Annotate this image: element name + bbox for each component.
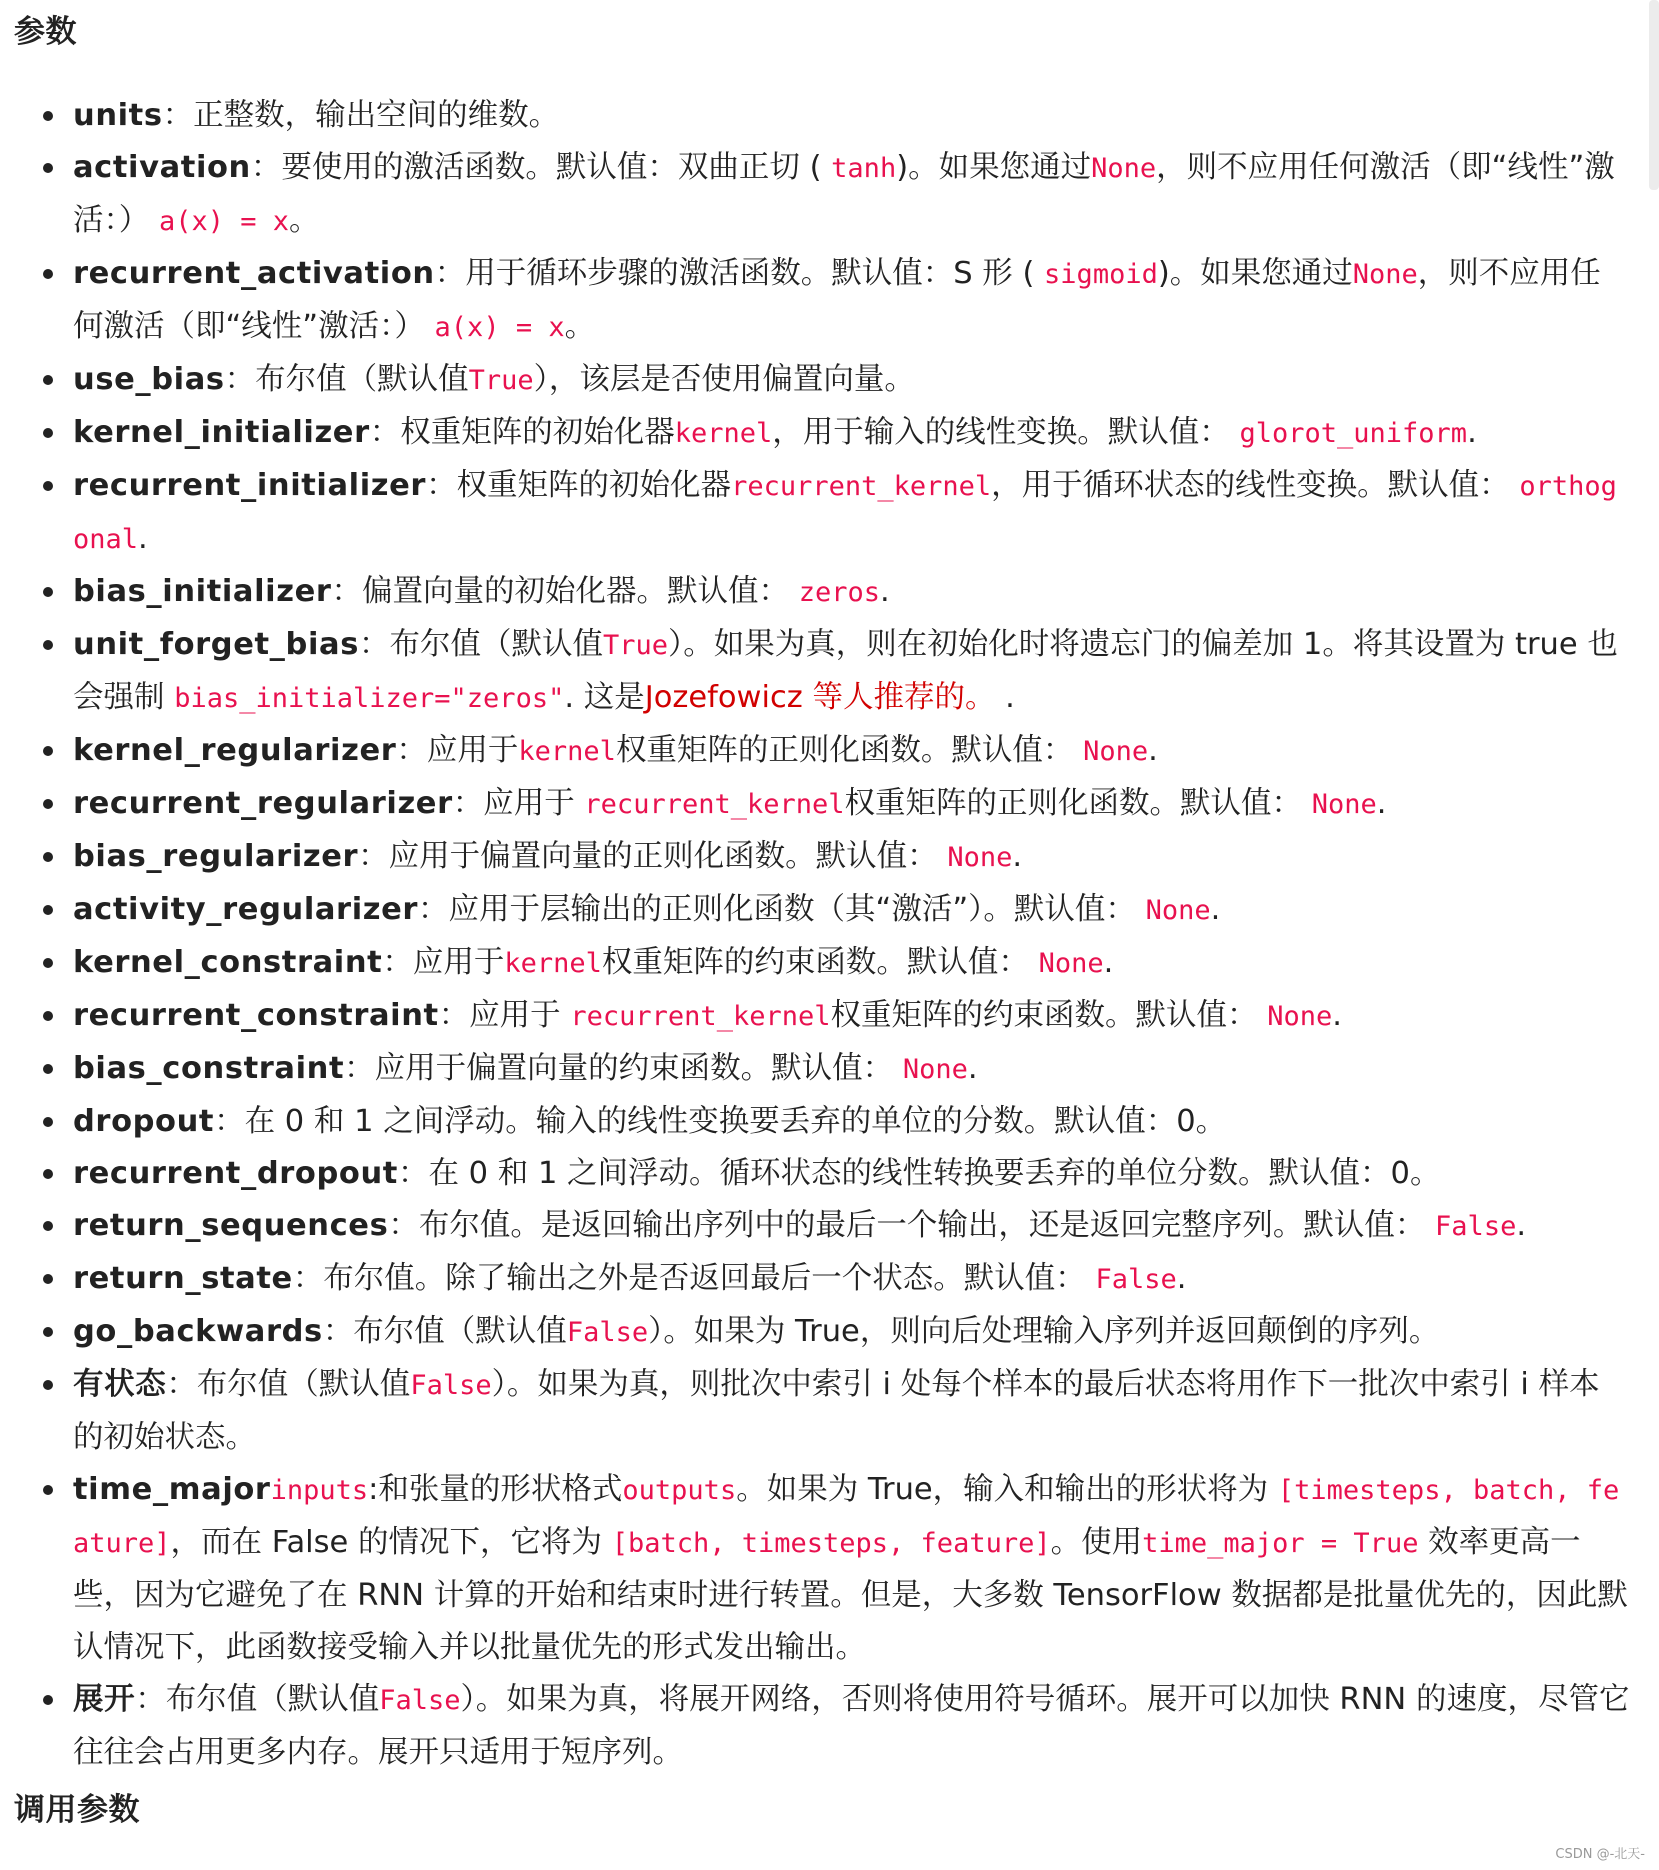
param-name: kernel_constraint	[73, 945, 383, 980]
param-name: dropout	[73, 1104, 215, 1139]
inline-code: None	[1091, 153, 1157, 184]
inline-code: kernel	[518, 736, 616, 767]
param-name: return_sequences	[73, 1208, 389, 1243]
param-description: .	[1376, 786, 1387, 821]
param-item	[73, 778, 1630, 831]
param-item	[73, 1096, 1630, 1148]
param-item	[73, 1253, 1630, 1306]
param-description: ：应用于	[396, 733, 519, 768]
param-name: go_backwards	[73, 1314, 323, 1349]
param-name: unit_forget_bias	[73, 627, 359, 662]
inline-code: kernel	[674, 418, 773, 449]
param-description: . 这是	[564, 680, 645, 715]
inline-code: recurrent_kernel	[584, 789, 845, 820]
inline-code: False	[566, 1317, 649, 1348]
param-item	[73, 937, 1630, 990]
param-name: bias_initializer	[73, 574, 332, 609]
param-description: ：应用于	[382, 945, 505, 980]
param-description: .	[1516, 1208, 1527, 1243]
param-description: .	[995, 680, 1015, 715]
param-description: .	[1148, 733, 1158, 768]
param-item	[73, 1306, 1630, 1359]
param-description: .	[1210, 892, 1221, 927]
param-description: ：布尔值（默认值	[358, 627, 603, 662]
inline-code: zeros	[798, 577, 880, 608]
inline-code: None	[1267, 1001, 1333, 1032]
param-description: ：应用于	[452, 786, 585, 821]
param-name: 有状态	[73, 1367, 167, 1402]
param-description: ：在 0 和 1 之间浮动。输入的线性变换要丢弃的单位的分数。默认值：0。	[214, 1104, 1227, 1139]
param-name: units	[73, 98, 163, 133]
param-name: bias_constraint	[73, 1051, 345, 1086]
param-description: ：权重矩阵的初始化器	[369, 415, 675, 450]
inline-code: tanh	[831, 153, 897, 184]
param-description: )。如果您通过	[1157, 256, 1353, 291]
param-item	[73, 1464, 1630, 1674]
param-description: :和张量的形状格式	[368, 1472, 623, 1507]
inline-code: True	[468, 365, 534, 396]
param-item	[73, 619, 1630, 725]
inline-code: a(x) = x	[434, 312, 565, 343]
param-description: .	[879, 574, 890, 609]
param-description: .	[1103, 945, 1114, 980]
param-description: ：权重矩阵的初始化器	[426, 468, 732, 503]
section-heading-params: 参数	[14, 14, 77, 50]
param-description: ：用于循环步骤的激活函数。默认值：S 形 (	[434, 256, 1045, 291]
param-description: ：在 0 和 1 之间浮动。循环状态的线性转换要丢弃的单位分数。默认值：0。	[397, 1156, 1441, 1191]
param-name: 展开	[73, 1682, 136, 1717]
param-description: ：布尔值（默认值	[166, 1367, 411, 1402]
param-item	[73, 831, 1630, 884]
param-description: ：布尔值。是返回输出序列中的最后一个输出，还是返回完整序列。默认值：	[388, 1208, 1436, 1243]
param-name: kernel_initializer	[73, 415, 370, 450]
param-name: recurrent_constraint	[73, 998, 439, 1033]
inline-code: glorot_uniform	[1239, 418, 1468, 449]
section-heading-call-params: 调用参数	[14, 1792, 140, 1828]
reference-link[interactable]: Jozefowicz 等人推荐的。	[644, 680, 996, 715]
inline-code: None	[902, 1054, 968, 1085]
param-description: ：应用于偏置向量的正则化函数。默认值：	[358, 839, 948, 874]
inline-code: None	[1352, 259, 1418, 290]
param-item	[73, 1148, 1630, 1200]
param-description: ：应用于偏置向量的约束函数。默认值：	[344, 1051, 903, 1086]
param-name: activity_regularizer	[73, 892, 419, 927]
param-name: recurrent_regularizer	[73, 786, 453, 821]
param-description: 。	[289, 203, 320, 238]
param-description: .	[1176, 1261, 1187, 1296]
inline-code: False	[379, 1685, 461, 1716]
param-description: ：应用于层输出的正则化函数（其“激活”）。默认值：	[418, 892, 1146, 927]
inline-code: [timesteps, batch, feature]	[73, 1475, 1620, 1559]
inline-code: None	[1083, 736, 1149, 767]
inline-code: outputs	[622, 1475, 737, 1506]
param-name: use_bias	[73, 362, 225, 397]
param-description: 权重矩阵的约束函数。默认值：	[830, 998, 1268, 1033]
param-description: .	[138, 521, 148, 556]
inline-code: recurrent_kernel	[570, 1001, 831, 1032]
inline-code: None	[1145, 895, 1211, 926]
param-item	[73, 1359, 1630, 1464]
param-description: ，则不应用任何激活（即“线性”激活：）	[73, 256, 1601, 344]
param-name: bias_regularizer	[73, 839, 359, 874]
scrollbar[interactable]	[1649, 0, 1659, 190]
inline-code: False	[1095, 1264, 1177, 1295]
param-description: .	[967, 1051, 978, 1086]
param-name: recurrent_dropout	[73, 1156, 398, 1191]
inline-code: None	[1311, 789, 1377, 820]
param-description: ），该层是否使用偏置向量。	[533, 362, 915, 397]
param-description: ）。如果为真，将展开网络，否则将使用符号循环。展开可以加快 RNN 的速度，尽管它往往会占用更多内存。展开只适用于短序列。	[73, 1682, 1630, 1770]
param-description: .	[1332, 998, 1342, 1033]
param-item	[73, 90, 1630, 142]
param-description: ：偏置向量的初始化器。默认值：	[331, 574, 799, 609]
param-description: ：正整数，输出空间的维数。	[162, 98, 560, 133]
param-item	[73, 1043, 1630, 1096]
inline-code: False	[1435, 1211, 1517, 1242]
inline-code: time_major = True	[1142, 1528, 1419, 1559]
param-description: ）。如果为 True，则向后处理输入序列并返回颠倒的序列。	[648, 1314, 1440, 1349]
inline-code: bias_initializer="zeros"	[174, 683, 565, 714]
param-description: ，用于输入的线性变换。默认值：	[772, 415, 1240, 450]
param-item	[73, 1674, 1630, 1779]
param-description: 权重矩阵的正则化函数。默认值：	[615, 733, 1084, 768]
param-description: 。	[564, 309, 596, 344]
param-name: activation	[73, 150, 251, 185]
inline-code: a(x) = x	[158, 206, 289, 237]
param-item	[73, 142, 1630, 248]
param-description: ，用于循环状态的线性变换。默认值：	[991, 468, 1520, 503]
param-description: 权重矩阵的约束函数。默认值：	[601, 945, 1039, 980]
param-description: ：应用于	[438, 998, 571, 1033]
param-description: ：要使用的激活函数。默认值：双曲正切 (	[250, 150, 832, 185]
param-description: 。使用	[1050, 1525, 1143, 1560]
param-description: 效率更高一些，因为它避免了在 RNN 计算的开始和结束时进行转置。但是，大多数 TensorFlow 数据都是批量优先的，因此默认情况下，此函数接受输入并以批量优先的形式发出输出。	[73, 1525, 1628, 1665]
param-name: time_major	[73, 1472, 271, 1507]
param-name: return_state	[73, 1261, 293, 1296]
param-description: ：布尔值（默认值	[135, 1682, 380, 1717]
param-description: ：布尔值（默认值	[224, 362, 469, 397]
param-description: .	[1012, 839, 1023, 874]
param-item	[73, 990, 1630, 1043]
inline-code: None	[1038, 948, 1104, 979]
inline-code: inputs	[270, 1475, 369, 1506]
param-item	[73, 354, 1630, 407]
param-description: ，而在 False 的情况下，它将为	[170, 1525, 612, 1560]
param-name: recurrent_activation	[73, 256, 435, 291]
param-description: ：布尔值。除了输出之外是否返回最后一个状态。默认值：	[292, 1261, 1096, 1296]
param-item	[73, 1200, 1630, 1253]
param-item	[73, 248, 1630, 354]
param-description: ）。如果为真，则批次中索引 i 处每个样本的最后状态将用作下一批次中索引 i 样本的初始状态。	[73, 1367, 1600, 1455]
param-name: recurrent_initializer	[73, 468, 427, 503]
inline-code: None	[947, 842, 1013, 873]
inline-code: False	[410, 1370, 492, 1401]
inline-code: [batch, timesteps, feature]	[611, 1528, 1051, 1559]
inline-code: recurrent_kernel	[731, 471, 992, 502]
inline-code: orthogonal	[73, 471, 1617, 555]
param-item	[73, 407, 1630, 460]
param-description: 。如果为 True，输入和输出的形状将为	[736, 1472, 1278, 1507]
param-name: kernel_regularizer	[73, 733, 397, 768]
inline-code: sigmoid	[1044, 259, 1158, 290]
parameter-list	[0, 90, 1630, 1779]
param-description: )。如果您通过	[896, 150, 1092, 185]
watermark: CSDN @-北天-	[1555, 1847, 1645, 1862]
param-description: 权重矩阵的正则化函数。默认值：	[844, 786, 1312, 821]
param-item	[73, 725, 1630, 778]
param-description: ）。如果为真，则在初始化时将遗忘门的偏差加 1。将其设置为 true 也会强制	[73, 627, 1618, 715]
param-item	[73, 460, 1630, 566]
param-description: ，则不应用任何激活（即“线性”激活：）	[73, 150, 1615, 238]
param-item	[73, 884, 1630, 937]
inline-code: True	[602, 630, 668, 661]
param-description: ：布尔值（默认值	[322, 1314, 567, 1349]
inline-code: kernel	[504, 948, 602, 979]
param-description: .	[1467, 415, 1477, 450]
param-item	[73, 566, 1630, 619]
